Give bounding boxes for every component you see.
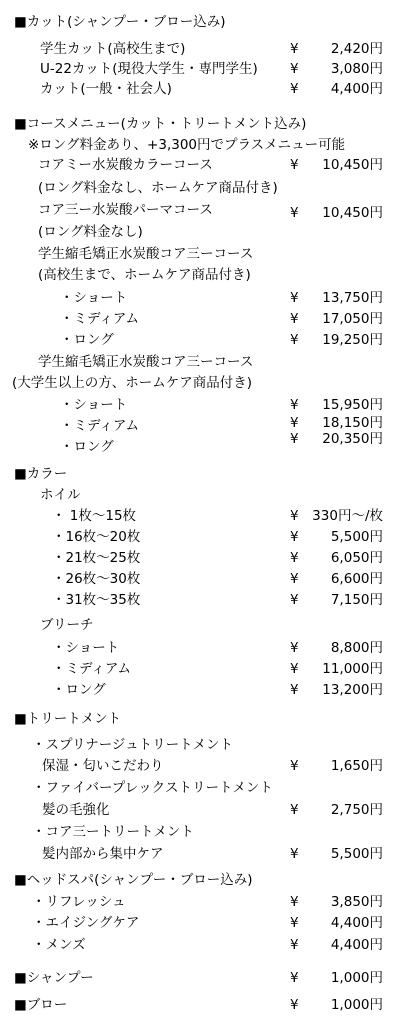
subsection-label-foil: ホイル xyxy=(40,487,81,503)
section-title-shampoo: ■シャンプー xyxy=(14,970,94,986)
menu-item-subtext: 保湿・匂いこだわり xyxy=(42,758,164,774)
menu-item-price: 5,500円 xyxy=(330,529,383,545)
yen-sign: ¥ xyxy=(290,937,299,953)
menu-item-name: 学生カット(高校生まで) xyxy=(40,41,186,57)
yen-sign: ¥ xyxy=(290,205,299,221)
menu-item-name: ・ファイバープレックストリートメント xyxy=(32,780,273,796)
menu-item-price: 8,800円 xyxy=(330,640,383,656)
menu-item-price: 4,400円 xyxy=(330,915,383,931)
menu-item-name: ・リフレッシュ xyxy=(32,894,126,910)
yen-sign: ¥ xyxy=(290,682,299,698)
menu-item-price: 330円～/枚 xyxy=(312,508,383,524)
yen-sign: ¥ xyxy=(290,529,299,545)
menu-item-price: 3,850円 xyxy=(330,894,383,910)
yen-sign: ¥ xyxy=(290,661,299,677)
yen-sign: ¥ xyxy=(290,802,299,818)
section-title-headspa: ■ヘッドスパ(シャンプー・ブロー込み) xyxy=(14,872,253,888)
menu-item-name: ・16枚～20枚 xyxy=(52,529,141,545)
yen-sign: ¥ xyxy=(290,332,299,348)
yen-sign: ¥ xyxy=(290,157,299,173)
course-note: ※ロング料金あり、+3,300円でプラスメニュー可能 xyxy=(28,137,346,153)
menu-item-name: ・ミディアム xyxy=(60,311,139,327)
menu-item-price: 7,150円 xyxy=(330,592,383,608)
course-subtext: (ロング料金なし、ホームケア商品付き) xyxy=(38,180,278,196)
menu-item-price: 1,000円 xyxy=(330,970,383,986)
menu-item-price: 2,420円 xyxy=(330,41,383,57)
menu-item-name: ・ロング xyxy=(52,682,106,698)
yen-sign: ¥ xyxy=(290,415,299,431)
menu-item-price: 17,050円 xyxy=(322,311,383,327)
yen-sign: ¥ xyxy=(290,550,299,566)
menu-item-name: ・21枚～25枚 xyxy=(52,550,141,566)
menu-item-price: 20,350円 xyxy=(322,431,383,447)
yen-sign: ¥ xyxy=(290,970,299,986)
menu-item-name: ・ショート xyxy=(60,290,128,306)
menu-item-name: ・ショート xyxy=(52,640,120,656)
course-subtext: (大学生以上の方、ホームケア商品付き) xyxy=(12,375,253,391)
yen-sign: ¥ xyxy=(290,61,299,77)
menu-item-price: 18,150円 xyxy=(322,415,383,431)
course-name: コアミー水炭酸カラーコース xyxy=(38,157,213,173)
section-title-color: ■カラー xyxy=(14,466,68,482)
menu-item-name: ・ショート xyxy=(60,397,128,413)
menu-item-price: 15,950円 xyxy=(322,397,383,413)
yen-sign: ¥ xyxy=(290,397,299,413)
section-title-course: ■コースメニュー(カット・トリートメント込み) xyxy=(14,116,307,132)
yen-sign: ¥ xyxy=(290,894,299,910)
menu-item-price: 11,000円 xyxy=(322,661,383,677)
yen-sign: ¥ xyxy=(290,640,299,656)
menu-item-price: 4,400円 xyxy=(330,81,383,97)
yen-sign: ¥ xyxy=(290,290,299,306)
yen-sign: ¥ xyxy=(290,592,299,608)
course-price: 10,450円 xyxy=(322,205,383,221)
yen-sign: ¥ xyxy=(290,508,299,524)
menu-item-price: 1,000円 xyxy=(330,997,383,1013)
menu-item-subtext: 髪内部から集中ケア xyxy=(42,846,164,862)
yen-sign: ¥ xyxy=(290,311,299,327)
menu-item-name: ・コア三ートリートメント xyxy=(32,824,194,840)
yen-sign: ¥ xyxy=(290,41,299,57)
menu-item-name: ・31枚～35枚 xyxy=(52,592,141,608)
yen-sign: ¥ xyxy=(290,846,299,862)
menu-item-name: ・エイジングケア xyxy=(32,915,140,931)
course-price: 10,450円 xyxy=(322,157,383,173)
menu-item-price: 6,600円 xyxy=(330,571,383,587)
yen-sign: ¥ xyxy=(290,915,299,931)
menu-item-name: ・ 1枚～15枚 xyxy=(52,508,137,524)
menu-item-name: ・ロング xyxy=(60,332,114,348)
yen-sign: ¥ xyxy=(290,431,299,447)
menu-item-name: カット(一般・社会人) xyxy=(40,81,172,97)
menu-item-price: 5,500円 xyxy=(330,846,383,862)
menu-item-price: 13,750円 xyxy=(322,290,383,306)
menu-item-price: 19,250円 xyxy=(322,332,383,348)
yen-sign: ¥ xyxy=(290,571,299,587)
menu-item-price: 1,650円 xyxy=(330,758,383,774)
yen-sign: ¥ xyxy=(290,758,299,774)
menu-item-name: ・メンズ xyxy=(32,937,86,953)
course-subtext: (高校生まで、ホームケア商品付き) xyxy=(38,267,251,283)
menu-item-price: 3,080円 xyxy=(330,61,383,77)
menu-item-name: ・スプリナージュトリートメント xyxy=(32,737,234,753)
menu-item-price: 4,400円 xyxy=(330,937,383,953)
menu-item-name: ・ロング xyxy=(60,439,114,455)
course-name: 学生縮毛矯正水炭酸コア三ーコース xyxy=(38,246,254,262)
menu-item-price: 2,750円 xyxy=(330,802,383,818)
menu-item-name: ・26枚～30枚 xyxy=(52,571,141,587)
menu-item-subtext: 髪の毛強化 xyxy=(42,802,110,818)
course-name: 学生縮毛矯正水炭酸コア三ーコース xyxy=(38,354,254,370)
menu-item-name: ・ミディアム xyxy=(52,661,131,677)
yen-sign: ¥ xyxy=(290,81,299,97)
section-title-cut: ■カット(シャンプー・ブロー込み) xyxy=(14,14,226,30)
course-name: コア三ー水炭酸パーマコース xyxy=(38,202,213,218)
yen-sign: ¥ xyxy=(290,997,299,1013)
section-title-blow: ■ブロー xyxy=(14,997,68,1013)
menu-item-price: 13,200円 xyxy=(322,682,383,698)
subsection-label-bleach: ブリーチ xyxy=(40,617,94,633)
menu-item-name: U-22カット(現役大学生・専門学生) xyxy=(40,61,258,77)
course-subtext: (ロング料金なし) xyxy=(38,224,143,240)
section-title-treatment: ■トリートメント xyxy=(14,711,122,727)
menu-item-price: 6,050円 xyxy=(330,550,383,566)
menu-item-name: ・ミディアム xyxy=(60,418,139,434)
